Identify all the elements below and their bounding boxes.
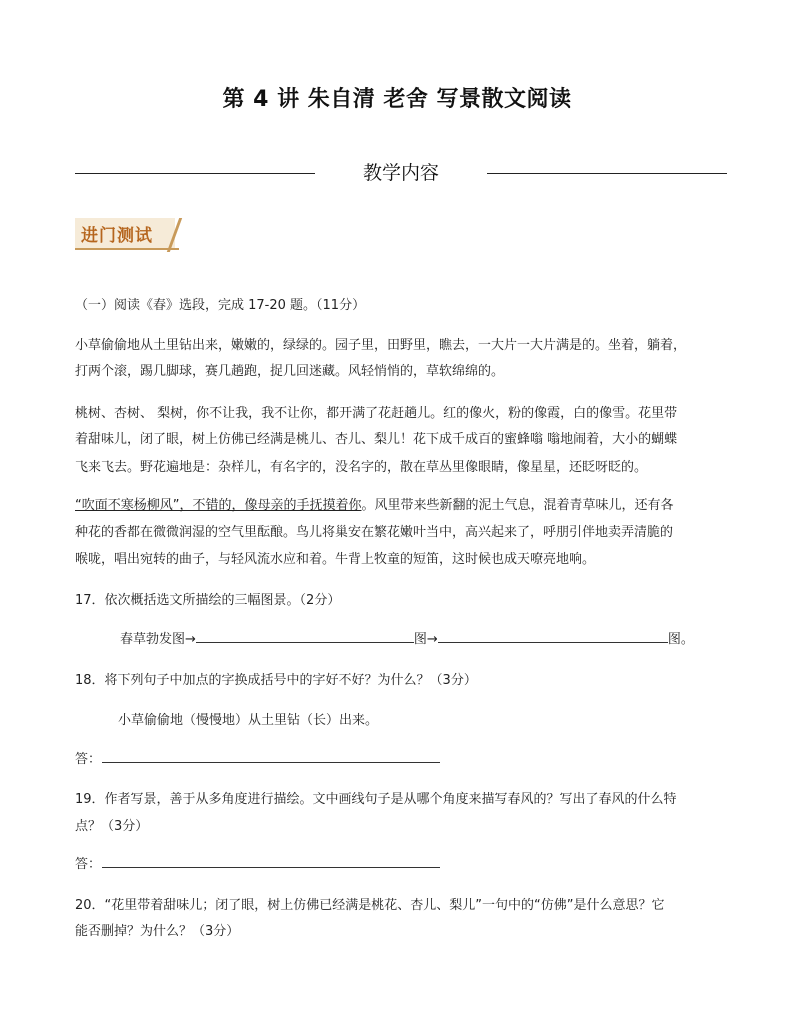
question-18-answer-label: 答： [75, 752, 102, 767]
passage-p2-line1: 桃树、杏树、 梨树，你不让我，我不让你，都开满了花赶趟儿。红的像火，粉的像霞，白的像雪。花里带 [75, 406, 678, 421]
question-20-line1: 20．“花里带着甜味儿；闭了眼，树上仿佛已经满是桃花、杏儿、梨儿”一句中的“仿佛”是什么意思？它 [75, 898, 665, 913]
passage-p3-line2: 种花的香都在微微润湿的空气里酝酿。鸟儿将巢安在繁花嫩叶当中，高兴起来了，呼朋引伴地卖弄清脆的 [75, 525, 674, 540]
fill-end-label: 图。 [667, 632, 694, 647]
fill-start-label: 春草勃发图→ [120, 632, 196, 647]
question-18-answer-line[interactable] [102, 762, 440, 763]
blank-1[interactable] [196, 630, 414, 643]
question-19-answer-line[interactable] [102, 867, 440, 868]
passage-p2-line2: 着甜味儿，闭了眼，树上仿佛已经满是桃儿、杏儿、梨儿！花下成千成百的蜜蜂嗡 嗡地闹着，大小的蝴蝶 [75, 432, 678, 447]
question-19-line1: 19．作者写景，善于从多角度进行描绘。文中画线句子是从哪个角度来描写春风的？写出了春风的什么特 [75, 792, 677, 807]
passage-p3-line1-rest: 。风里带来些新翻的泥土气息，混着青草味儿，还有各 [361, 498, 674, 513]
question-17: 17．依次概括选文所描绘的三幅图景。（2分） [75, 593, 341, 608]
section-header [75, 158, 727, 188]
tag-underline [75, 248, 179, 250]
tag-label: 进门测试 [81, 226, 153, 246]
question-19-answer-label: 答： [75, 857, 102, 872]
passage-p3-line3: 喉咙，唱出宛转的曲子，与轻风流水应和着。牛背上牧童的短笛，这时候也成天嘹亮地响。 [75, 552, 596, 567]
underlined-sentence: “吹面不寒杨柳风”，不错的，像母亲的手抚摸着你 [75, 498, 362, 513]
left-divider [75, 173, 315, 174]
question-19-line2: 点？（3分） [75, 819, 149, 834]
fill-mid-label: 图→ [413, 632, 438, 647]
page-title: 第 4 讲 朱自清 老舍 写景散文阅读 [222, 87, 572, 112]
reading-intro: （一）阅读《春》选段，完成 17-20 题。（11分） [75, 298, 366, 313]
passage-p1-line1: 小草偷偷地从土里钻出来，嫩嫩的，绿绿的。园子里，田野里，瞧去，一大片一大片满是的。坐着，躺着， [75, 338, 687, 353]
passage-p1-line2: 打两个滚，踢几脚球，赛几趟跑，捉几回迷藏。风轻悄悄的，草软绵绵的。 [75, 364, 505, 379]
section-tag [75, 218, 183, 250]
question-20-line2: 能否删掉？为什么？（3分） [75, 924, 240, 939]
passage-p3-line1 [75, 494, 674, 513]
passage-p2-line3: 飞来飞去。野花遍地是：杂样儿，有名字的，没名字的，散在草丛里像眼睛，像星星，还眨呀眨的。 [75, 460, 648, 475]
question-17-fill-row [120, 628, 694, 647]
question-18: 18．将下列句子中加点的字换成括号中的字好不好？为什么？（3分） [75, 673, 477, 688]
right-divider [487, 173, 727, 174]
section-title: 教学内容 [362, 162, 439, 184]
blank-2[interactable] [438, 630, 668, 643]
question-18-sentence: 小草偷偷地（慢慢地）从土里钻（长）出来。 [118, 713, 379, 728]
